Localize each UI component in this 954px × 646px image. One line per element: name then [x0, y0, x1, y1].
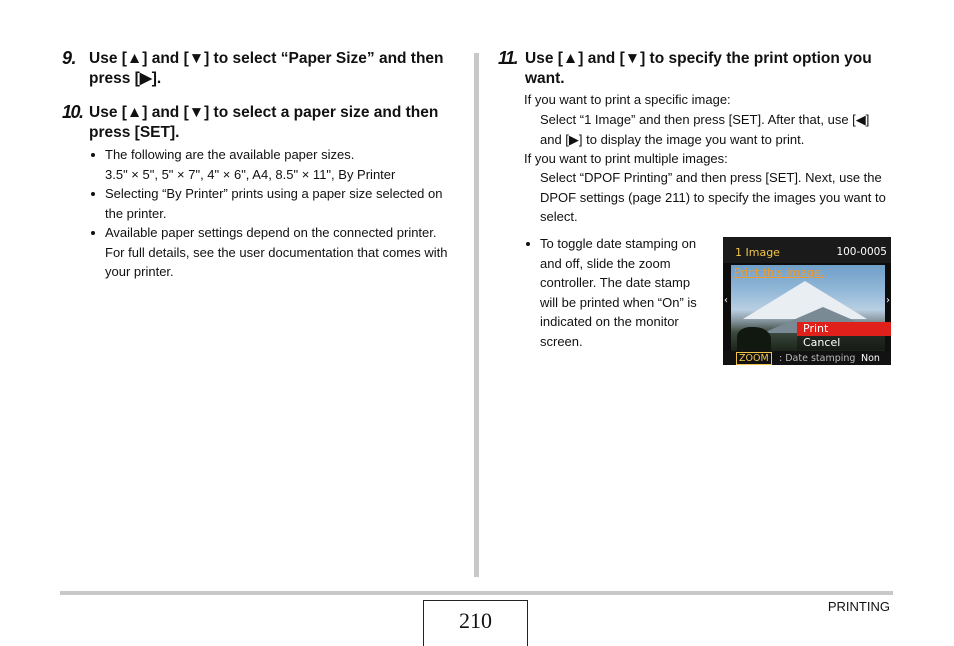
date-stamping-value: Non [861, 353, 880, 364]
step-number: 9. [62, 48, 77, 68]
bullet-text: Selecting “By Printer” prints using a paper size selected on the printer. [105, 186, 443, 221]
section-label: PRINTING [827, 599, 890, 614]
camera-monitor-screen [723, 237, 891, 365]
lcd-option-print: Print [797, 322, 891, 336]
list-item [89, 223, 454, 282]
list-item [89, 184, 454, 223]
zoom-badge: ZOOM [736, 352, 772, 365]
footer-rule [60, 591, 893, 595]
specific-heading: If you want to print a specific image: [524, 92, 731, 107]
list-item [89, 145, 454, 184]
bullet-text: Available paper settings depend on the connected printer. For full details, see the user documentation that comes with your printer. [105, 225, 448, 279]
lcd-mode-label: 1 Image [735, 246, 780, 259]
tree-shape [737, 327, 771, 351]
step-number: 10. [62, 102, 83, 122]
step-10 [62, 103, 462, 143]
step-text: Use [▲] and [▼] to select “Paper Size” and then press [▶]. [89, 50, 444, 87]
step-text: Use [▲] and [▼] to specify the print option you want. [525, 50, 872, 87]
date-stamping-label: : Date stamping [779, 353, 856, 364]
step-11-bullet-list [524, 234, 704, 351]
column-divider [474, 53, 479, 577]
step-11 [498, 49, 893, 89]
step-9 [62, 49, 462, 89]
left-arrow-icon: ‹ [724, 295, 728, 306]
step-text: Use [▲] and [▼] to select a paper size and then press [SET]. [89, 104, 439, 141]
right-arrow-icon: › [886, 295, 890, 306]
bullet-text: The following are the available paper sizes. [105, 147, 355, 162]
step-10-bullet-list [89, 145, 454, 282]
lcd-bottom-bar [723, 351, 891, 365]
page-number: 210 [423, 600, 528, 646]
multiple-heading: If you want to print multiple images: [524, 151, 728, 166]
bullet-text: To toggle date stamping on and off, slide the zoom controller. The date stamp will be printed when “On” is indicated on the monitor screen. [540, 236, 697, 349]
paper-sizes: 3.5" × 5", 5" × 7", 4" × 6", A4, 8.5" × 11", By Printer [105, 166, 396, 182]
lcd-file-number: 100-0005 [836, 246, 887, 258]
step-number: 11. [498, 48, 518, 68]
lcd-prompt: Print this image. [734, 266, 825, 279]
multiple-text: Select “DPOF Printing” and then press [SET]. Next, use the DPOF settings (page 211) to specify the images you want to select. [540, 170, 886, 224]
lcd-option-cancel: Cancel [797, 336, 891, 350]
list-item [524, 234, 704, 351]
specific-text: Select “1 Image” and then press [SET]. After that, use [◀] and [▶] to display the image you want to print. [540, 112, 870, 147]
